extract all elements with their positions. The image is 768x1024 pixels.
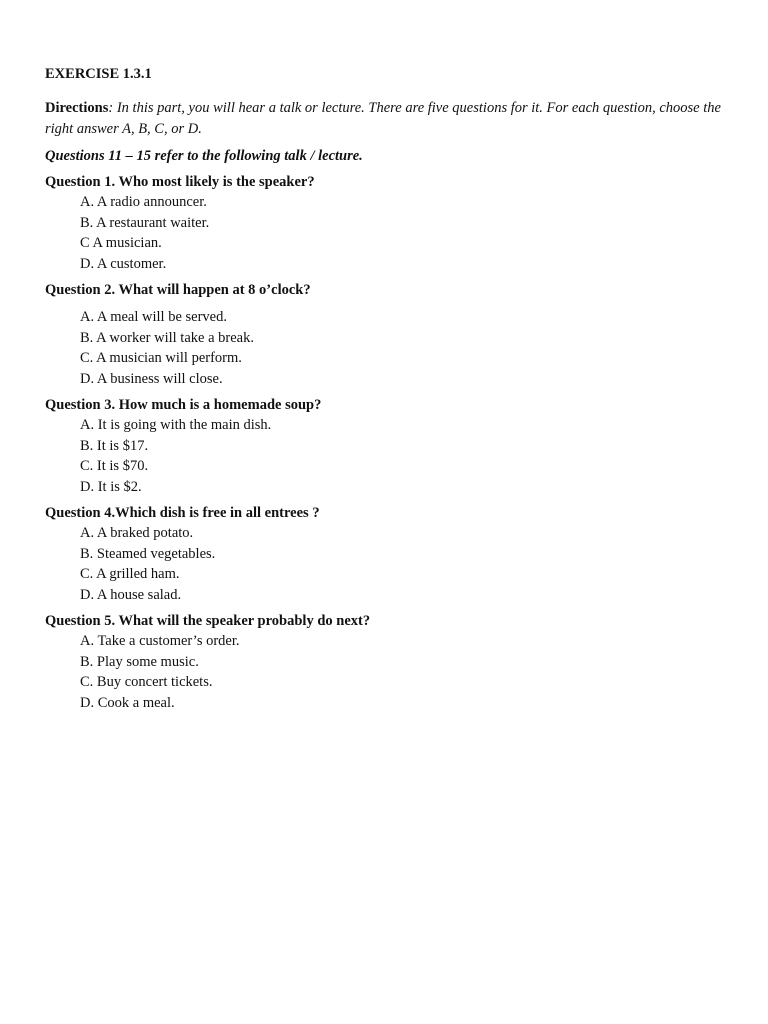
answer-option: C. A grilled ham. bbox=[80, 566, 180, 582]
answer-option: C. It is $70. bbox=[80, 458, 149, 474]
answer-options bbox=[45, 307, 725, 389]
answer-option: D. It is $2. bbox=[80, 478, 142, 495]
answer-options bbox=[45, 631, 725, 713]
question-text: Question 4.Which dish is free in all entrees ? bbox=[45, 505, 320, 521]
directions-paragraph bbox=[45, 98, 725, 140]
exercise-title: EXERCISE 1.3.1 bbox=[45, 66, 152, 82]
answer-option: A. A meal will be served. bbox=[80, 309, 227, 325]
question-1 bbox=[45, 172, 725, 274]
answer-option: A. A radio announcer. bbox=[80, 194, 207, 210]
question-5 bbox=[45, 611, 725, 713]
question-3 bbox=[45, 395, 725, 497]
answer-option: B. Steamed vegetables. bbox=[80, 545, 216, 562]
question-text: Question 2. What will happen at 8 o’clock? bbox=[45, 282, 311, 298]
question-4 bbox=[45, 503, 725, 605]
answer-options bbox=[45, 192, 725, 274]
question-2 bbox=[45, 280, 725, 389]
exercise-page bbox=[45, 62, 725, 713]
directions-text: In this part, you will hear a talk or lecture. There are five questions for it. For each question, choose the right answer A, B, C, or D. bbox=[45, 100, 721, 137]
question-text: Question 1. Who most likely is the speaker? bbox=[45, 174, 315, 190]
answer-option: A. Take a customer’s order. bbox=[80, 633, 240, 649]
answer-option: B. A restaurant waiter. bbox=[80, 214, 210, 231]
directions-colon: : bbox=[108, 100, 114, 116]
answer-option: A. A braked potato. bbox=[80, 525, 194, 541]
answer-options bbox=[45, 523, 725, 605]
answer-option: C. Buy concert tickets. bbox=[80, 674, 213, 690]
answer-option: B. A worker will take a break. bbox=[80, 329, 254, 346]
questions-reference: Questions 11 – 15 refer to the following talk / lecture. bbox=[45, 148, 363, 164]
answer-option: B. It is $17. bbox=[80, 437, 149, 454]
answer-option: D. A house salad. bbox=[80, 586, 182, 603]
answer-option: D. A business will close. bbox=[80, 370, 223, 387]
answer-option: A. It is going with the main dish. bbox=[80, 417, 272, 433]
answer-option: C. A musician will perform. bbox=[80, 350, 242, 366]
question-text: Question 5. What will the speaker probably do next? bbox=[45, 613, 371, 629]
answer-option: D. Cook a meal. bbox=[80, 694, 175, 711]
answer-options bbox=[45, 415, 725, 497]
answer-option: C A musician. bbox=[80, 235, 162, 251]
question-text: Question 3. How much is a homemade soup? bbox=[45, 397, 322, 413]
answer-option: B. Play some music. bbox=[80, 653, 199, 670]
answer-option: D. A customer. bbox=[80, 255, 167, 272]
directions-label: Directions bbox=[45, 100, 109, 116]
